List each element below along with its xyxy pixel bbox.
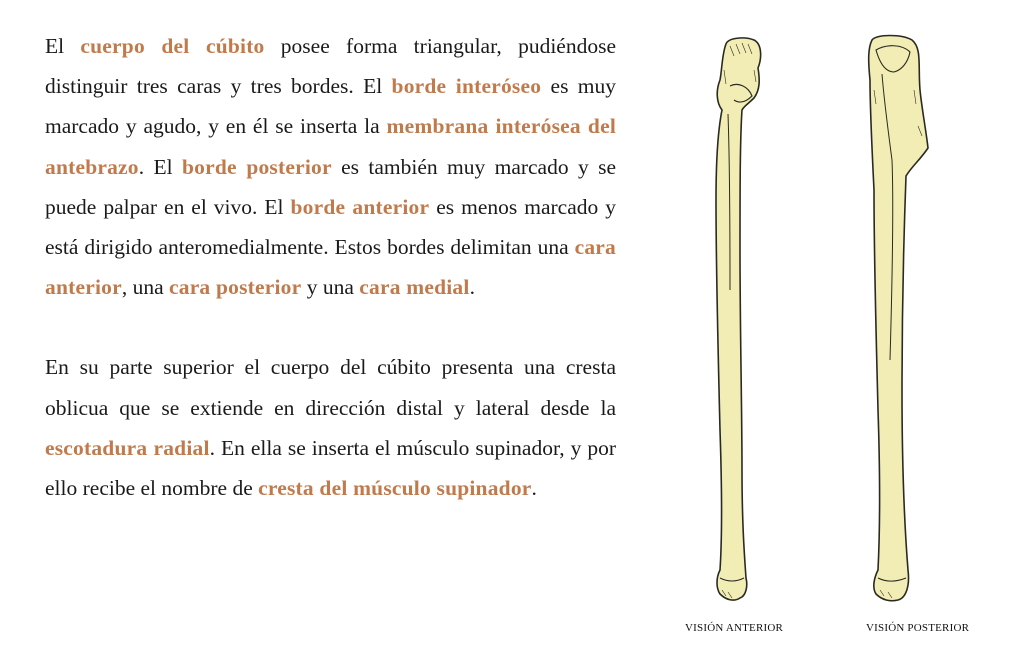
text-run: . El [138, 154, 182, 179]
term-cara-posterior[interactable]: cara posterior [169, 275, 302, 300]
ulna-anterior-shape [716, 38, 761, 600]
term-escotadura-radial[interactable]: escotadura radial [45, 435, 210, 460]
term-borde-anterior[interactable]: borde anterior [290, 194, 430, 219]
ulna-anterior-svg [700, 30, 770, 610]
text-run: , una [121, 275, 169, 300]
text-run: El [45, 34, 81, 58]
paragraph-2 [45, 347, 616, 508]
text-run: . [469, 275, 475, 300]
term-borde-posterior[interactable]: borde posterior [182, 154, 332, 179]
text-run: . [531, 476, 537, 501]
text-run: En su parte superior el cuerpo del cúbito presenta una cresta oblicua que se extiende en dirección distal y lateral desde la [45, 355, 616, 420]
text-run: es menos marcado y está dirigido anteromedialmente. Estos bordes delimitan una [45, 194, 616, 260]
caption-anterior: VISIÓN ANTERIOR [685, 622, 784, 634]
body-text [45, 26, 616, 548]
term-membrana-interosea[interactable]: membrana interósea del antebrazo [45, 114, 616, 179]
text-run: . En ella se inserta el músculo supinador, y por ello recibe el nombre de [45, 435, 616, 501]
paragraph-1 [45, 26, 616, 307]
caption-posterior: VISIÓN POSTERIOR [866, 622, 970, 634]
text-run: es también muy marcado y se puede palpar en el vivo. El [45, 154, 617, 219]
term-cara-anterior[interactable]: cara anterior [45, 235, 616, 300]
term-cuerpo-del-cubito[interactable]: cuerpo del cúbito [80, 34, 265, 58]
term-borde-interoseo[interactable]: borde interóseo [391, 74, 542, 99]
ulna-posterior-illustration [858, 30, 938, 610]
ulna-posterior-svg [858, 30, 938, 610]
term-cresta-musculo-supinador[interactable]: cresta del músculo supinador [258, 476, 532, 501]
ulna-anterior-illustration [700, 30, 770, 610]
ulna-posterior-shape [869, 36, 928, 601]
text-run: posee forma triangular, pudiéndose distinguir tres caras y tres bordes. El [45, 34, 616, 99]
text-run: es muy marcado y agudo, y en él se inserta la [45, 74, 616, 139]
term-cara-medial[interactable]: cara medial [359, 275, 470, 300]
text-run: y una [301, 275, 360, 300]
